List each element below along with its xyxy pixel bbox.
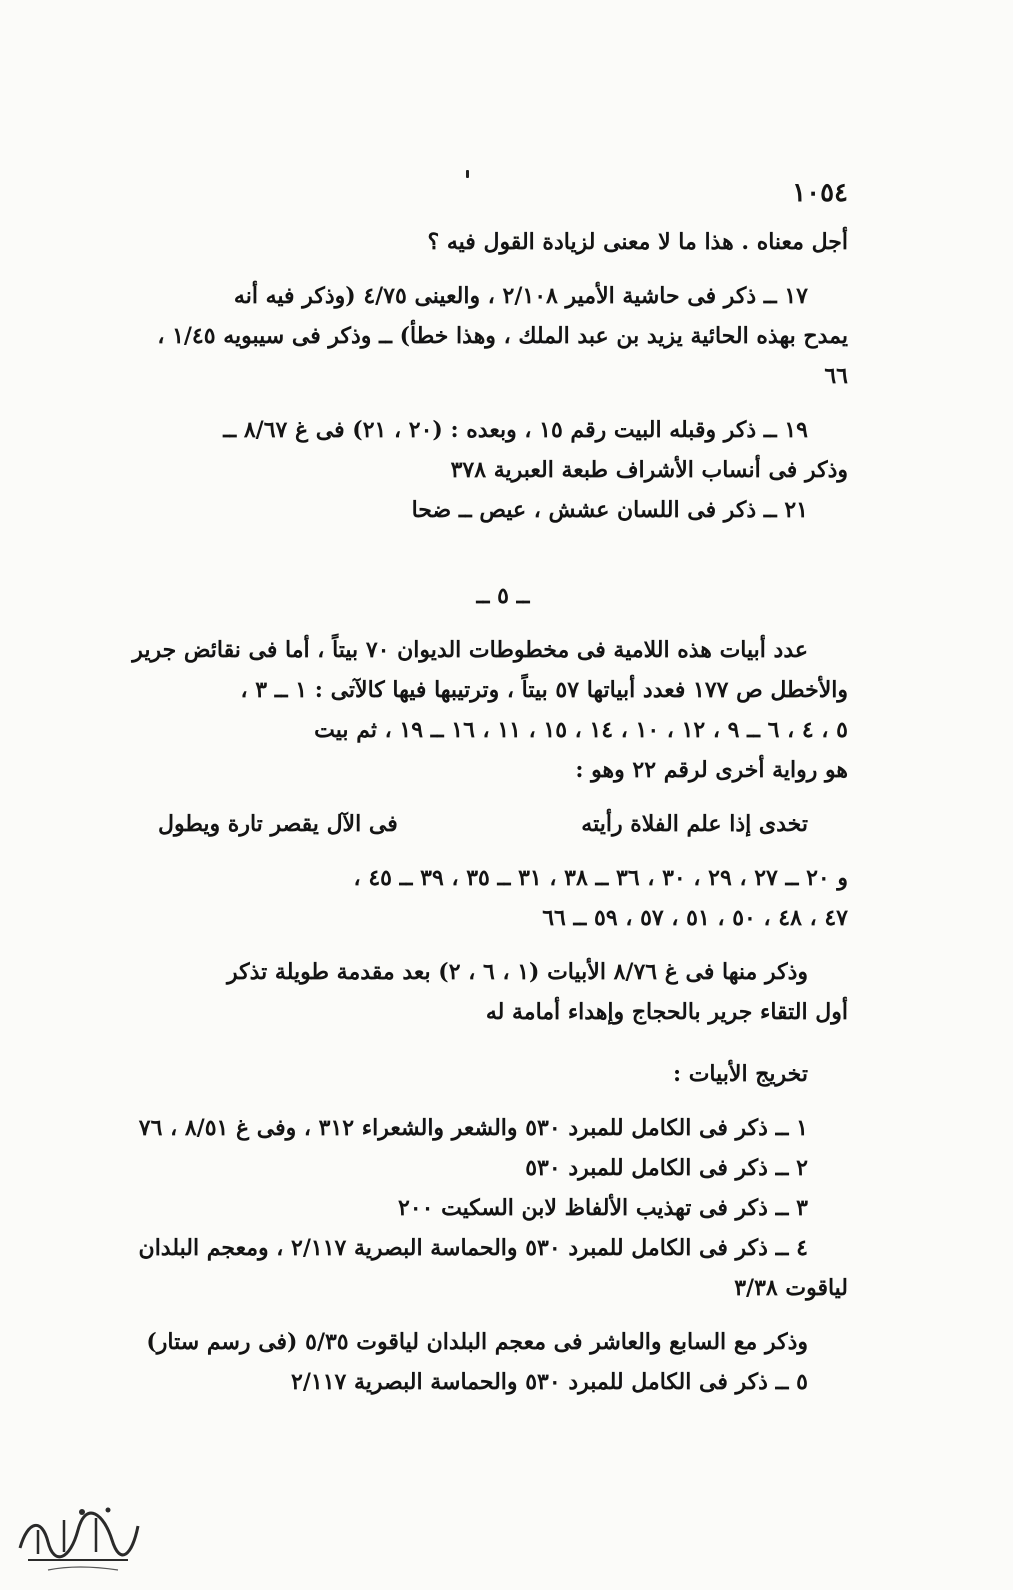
body-text (132, 222, 848, 1402)
text-line: ٥ ، ٤ ، ٦ ــ ٩ ، ١٢ ، ١٠ ، ١٤ ، ١٥ ، ١١ ، ١٦ ــ ١٩ ، ثم بيت (314, 717, 848, 743)
stamp-logo (8, 1490, 148, 1580)
text-line: ٢ ــ ذكر فى الكامل للمبرد ٥٣٠ (525, 1155, 808, 1181)
text-line: ١٩ ــ ذكر وقبله البيت رقم ١٥ ، وبعده : (٢٠ ، ٢١) فى غ ٨/٦٧ ــ (223, 417, 808, 443)
text-line: وذكر مع السابع والعاشر فى معجم البلدان لياقوت ٥/٣٥ (فى رسم ستار) (146, 1329, 808, 1355)
notes-block (158, 222, 848, 530)
spacer (158, 262, 848, 276)
spacer (158, 1032, 848, 1054)
verse-first-hemistich: تخدى إذا علم الفلاة رأيته (581, 811, 808, 837)
spacer (158, 1308, 848, 1322)
section-heading: ــ ٥ ــ (476, 583, 530, 609)
stamp-logo-graphic (8, 1490, 148, 1580)
text-line: ١ ــ ذكر فى الكامل للمبرد ٥٣٠ والشعر والشعراء ٣١٢ ، وفى غ ٨/٥١ ، ٧٦ (138, 1115, 808, 1141)
poetry-verse (158, 804, 848, 844)
text-line: تخريج الأبيات : (672, 1061, 808, 1087)
text-line: ٣ ــ ذكر فى تهذيب الألفاظ لابن السكيت ٢٠٠ (397, 1195, 808, 1221)
spacer (158, 844, 848, 858)
spacer (158, 938, 848, 952)
text-line: ٤ ــ ذكر فى الكامل للمبرد ٥٣٠ والحماسة البصرية ٢/١١٧ ، ومعجم البلدان (138, 1235, 808, 1261)
text-line: ٤٧ ، ٤٨ ، ٥٠ ، ٥١ ، ٥٧ ، ٥٩ ــ ٦٦ (542, 905, 848, 931)
spacer (158, 396, 848, 410)
spacer (158, 1094, 848, 1108)
page-number: ١٠٥٤ (792, 178, 848, 208)
text-line: والأخطل ص ١٧٧ فعدد أبياتها ٥٧ بيتاً ، وترتيبها فيها كالآتى : ١ ــ ٣ ، (240, 677, 848, 703)
text-line: ٦٦ (824, 363, 848, 389)
text-line: عدد أبيات هذه اللامية فى مخطوطات الديوان ٧٠ بيتاً ، أما فى نقائض جرير (132, 637, 808, 663)
spacer (158, 530, 848, 576)
text-line: يمدح بهذه الحائية يزيد بن عبد الملك ، وهذا خطأ) ــ وذكر فى سيبويه ١/٤٥ ، (157, 323, 848, 349)
verse-second-hemistich: فى الآل يقصر تارة ويطول (158, 811, 398, 837)
spacer (158, 616, 848, 630)
text-line: لياقوت ٣/٣٨ (734, 1275, 848, 1301)
text-line: وذكر منها فى غ ٨/٧٦ الأبيات (١ ، ٦ ، ٢) بعد مقدمة طويلة تذكر (226, 959, 808, 985)
text-line: هو رواية أخرى لرقم ٢٢ وهو : (575, 757, 848, 783)
citations-block (138, 858, 848, 1402)
text-line: و ٢٠ ــ ٢٧ ، ٢٩ ، ٣٠ ، ٣٦ ــ ٣٨ ، ٣١ ــ ٣٥ ، ٣٩ ــ ٤٥ ، (353, 865, 848, 891)
text-line: أجل معناه . هذا ما لا معنى لزيادة القول فيه ؟ (427, 229, 848, 255)
text-line: ٥ ــ ذكر فى الكامل للمبرد ٥٣٠ والحماسة البصرية ٢/١١٧ (291, 1369, 808, 1395)
text-line: ٢١ ــ ذكر فى اللسان عشش ، عيص ــ ضحا (411, 497, 808, 523)
top-dot-mark (466, 170, 469, 178)
section-paragraph (132, 630, 848, 790)
spacer (158, 790, 848, 804)
text-line: أول التقاء جرير بالحجاج وإهداء أمامة له (485, 999, 848, 1025)
text-line: وذكر فى أنساب الأشراف طبعة العبرية ٣٧٨ (450, 457, 848, 483)
text-line: ١٧ ــ ذكر فى حاشية الأمير ٢/١٠٨ ، والعينى ٤/٧٥ (وذكر فيه أنه (233, 283, 808, 309)
